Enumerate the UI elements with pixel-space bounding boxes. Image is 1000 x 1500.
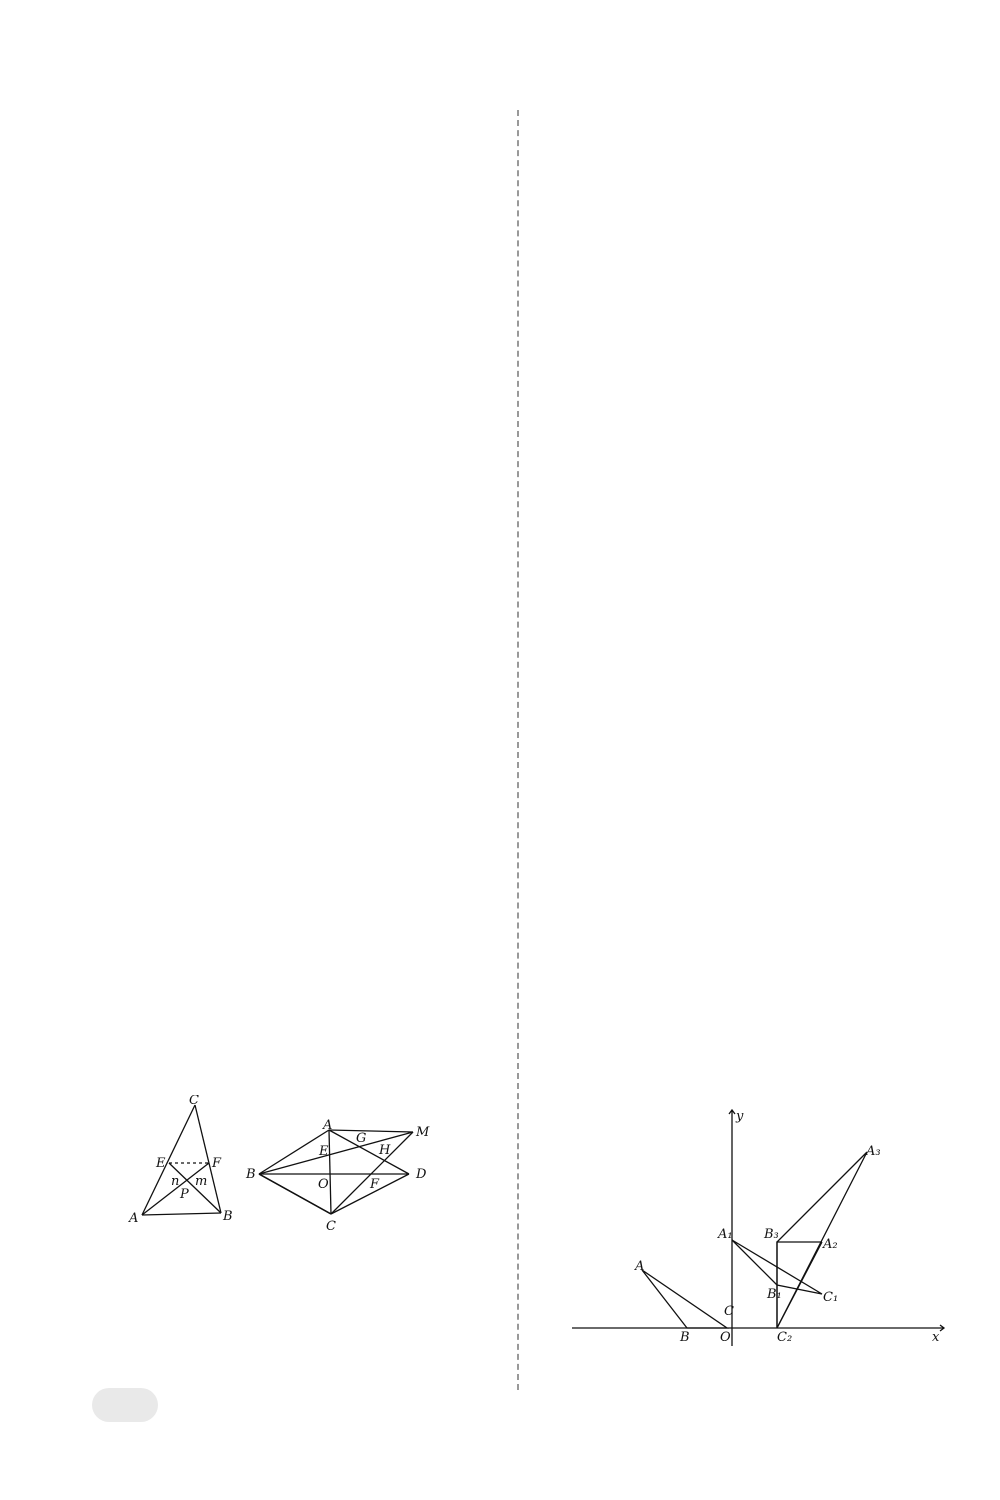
answer-line: [570, 798, 980, 826]
answer-line: [72, 110, 502, 138]
answer-line: [570, 165, 980, 193]
answer-line: [72, 586, 502, 614]
answer-line: [72, 421, 502, 449]
answer-line: [72, 358, 502, 386]
answer-line: [570, 688, 980, 716]
figure-2-rhombus: [243, 1118, 433, 1233]
answer-line: [72, 641, 502, 669]
answer-line: [570, 770, 980, 798]
fig2-point-label: B: [246, 1167, 256, 1182]
answer-line: [72, 220, 502, 248]
grid-label: O: [720, 1330, 731, 1345]
answer-line: [570, 633, 980, 661]
answer-line: [72, 558, 502, 586]
answer-line: [72, 833, 502, 861]
answer-line: [570, 275, 980, 303]
grid-label: x: [932, 1330, 940, 1345]
answer-line: [72, 476, 502, 504]
answer-line: [72, 248, 502, 276]
answer-line: [72, 861, 502, 889]
fig1-point-label: F: [212, 1156, 222, 1171]
fig1-point-label: P: [180, 1187, 189, 1202]
answer-line: [72, 613, 502, 641]
left-column: [72, 110, 502, 1213]
right-column: [570, 110, 980, 1206]
grid-label: C₂: [777, 1330, 793, 1345]
answer-line: [72, 751, 502, 779]
answer-line: [72, 303, 502, 331]
grid-label: A₂: [823, 1237, 838, 1252]
grid-label: A₁: [718, 1227, 733, 1242]
answer-line: [570, 550, 980, 578]
answer-line: [72, 668, 502, 696]
answer-line: [570, 523, 980, 551]
fig1-point-label: A: [129, 1211, 139, 1226]
answer-line: [72, 385, 502, 413]
answer-line: [570, 330, 980, 358]
answer-line: [72, 916, 502, 944]
answer-line: [570, 495, 980, 523]
grid-label: B₁: [767, 1287, 782, 1302]
fig2-point-label: E: [319, 1144, 329, 1159]
fig2-point-label: D: [416, 1167, 427, 1182]
fig2-point-label: H: [379, 1143, 391, 1158]
fig2-point-label: M: [416, 1125, 430, 1140]
grid-label: A: [635, 1259, 645, 1274]
answer-line: [570, 138, 980, 166]
grid-label: C₁: [823, 1290, 839, 1305]
answer-line: [570, 916, 980, 944]
answer-line: [72, 806, 502, 834]
answer-line: [72, 448, 502, 476]
answer-line: [570, 248, 980, 276]
fig2-point-label: O: [318, 1177, 329, 1192]
fig2-point-label: A: [323, 1118, 333, 1133]
answer-line: [72, 696, 502, 724]
figure-1-triangle: [125, 1095, 235, 1230]
answer-line: [72, 503, 502, 531]
answer-line: [570, 110, 980, 138]
answer-line: [570, 220, 980, 248]
answer-line: [72, 330, 502, 358]
answer-line: [72, 275, 502, 303]
answer-line: [570, 605, 980, 633]
grid-label: C: [724, 1304, 734, 1319]
answer-line: [72, 138, 502, 166]
grid-label: y: [736, 1109, 744, 1124]
answer-line: [72, 531, 502, 559]
fig1-point-label: m: [195, 1174, 208, 1189]
fig1-point-label: n: [171, 1174, 180, 1189]
answer-line: [72, 723, 502, 751]
answer-line: [570, 468, 980, 496]
answer-line: [570, 303, 980, 331]
answer-line: [72, 888, 502, 916]
answer-line: [570, 578, 980, 606]
answer-line: [570, 358, 980, 386]
grid-label: B₃: [764, 1227, 779, 1242]
answer-line: [570, 861, 980, 889]
fig2-point-label: G: [356, 1131, 367, 1146]
fig1-point-label: C: [189, 1095, 199, 1108]
answer-line: [570, 715, 980, 743]
fig1-point-label: E: [156, 1156, 166, 1171]
answer-line: [570, 660, 980, 688]
answer-line: [570, 413, 980, 441]
fig1-point-label: B: [223, 1209, 233, 1224]
grid-label: A₃: [866, 1144, 881, 1159]
page-number: [92, 1388, 158, 1422]
answer-line: [72, 193, 502, 221]
answer-line: [570, 943, 980, 971]
answer-line: [570, 825, 980, 853]
answer-line: [570, 440, 980, 468]
answer-line: [570, 385, 980, 413]
fig2-point-label: C: [326, 1219, 336, 1233]
coordinate-grid-figure: [572, 1108, 950, 1348]
answer-line: [570, 743, 980, 771]
answer-line: [72, 943, 502, 971]
answer-line: [570, 888, 980, 916]
answer-line: [570, 193, 980, 221]
column-divider: [517, 110, 519, 1390]
fig2-point-label: F: [370, 1177, 380, 1192]
answer-line: [72, 165, 502, 193]
grid-label: B: [680, 1330, 690, 1345]
answer-line: [72, 778, 502, 806]
